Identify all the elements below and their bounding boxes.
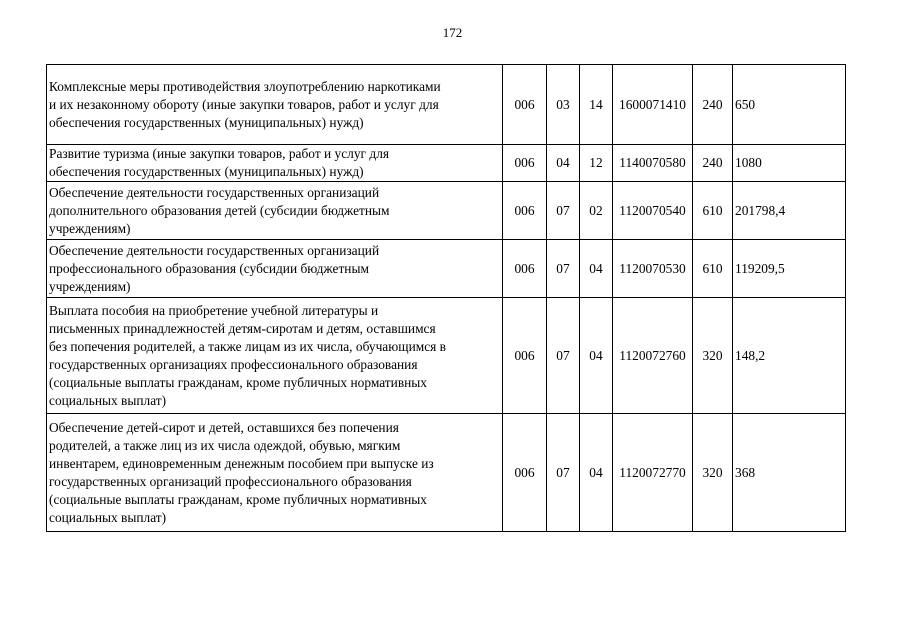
row-description [47,182,503,240]
description-line: письменных принадлежностей детям-сиротам и детям, оставшимся [49,320,436,336]
amount: 368 [733,414,846,532]
expense-type-code: 240 [693,145,733,182]
description-line: (социальные выплаты гражданам, кроме публичных нормативных [49,374,428,390]
table-row [47,145,846,182]
description-line: Обеспечение деятельности государственных организаций [49,242,380,258]
expense-type-code: 610 [693,182,733,240]
description-line: дополнительного образования детей (субсидии бюджетным [49,202,390,218]
row-description [47,240,503,298]
description-line: обеспечения государственных (муниципальных) нужд) [49,115,364,130]
expense-type-code: 240 [693,65,733,145]
row-description [47,298,503,414]
budget-table [46,64,846,532]
page-number: 172 [442,25,463,40]
section-code: 04 [547,145,580,182]
description-line: учреждениям) [49,220,131,236]
amount: 201798,4 [733,182,846,240]
row-description [47,145,503,182]
description-line: Развитие туризма (иные закупки товаров, работ и услуг для [49,146,390,161]
expense-type-code: 320 [693,414,733,532]
description-line: Обеспечение деятельности государственных организаций [49,184,380,200]
table-row [47,240,846,298]
subsection-code: 04 [580,298,613,414]
target-article-code: 1140070580 [613,145,693,182]
ministry-code: 006 [503,414,547,532]
description-line: учреждениям) [49,278,131,294]
subsection-code: 04 [580,240,613,298]
description-line: государственных организаций профессионального образования [49,473,412,489]
description-line: инвентарем, единовременным денежным пособием при выпуске из [49,455,434,471]
ministry-code: 006 [503,240,547,298]
description-line: профессионального образования (субсидии бюджетным [49,260,369,276]
section-code: 07 [547,182,580,240]
description-line: социальных выплат) [49,509,167,525]
subsection-code: 04 [580,414,613,532]
ministry-code: 006 [503,145,547,182]
subsection-code: 02 [580,182,613,240]
ministry-code: 006 [503,298,547,414]
table-row [47,414,846,532]
section-code: 07 [547,298,580,414]
subsection-code: 12 [580,145,613,182]
description-line: обеспечения государственных (муниципальных) нужд) [49,164,364,179]
description-line: родителей, а также лиц из их числа одеждой, обувью, мягким [49,437,401,453]
description-line: без попечения родителей, а также лицам из их числа, обучающимся в [49,338,446,354]
expense-type-code: 610 [693,240,733,298]
description-line: Выплата пособия на приобретение учебной литературы и [49,302,379,318]
description-line: Комплексные меры противодействия злоупотреблению наркотиками [49,79,441,94]
target-article-code: 1600071410 [613,65,693,145]
target-article-code: 1120070540 [613,182,693,240]
target-article-code: 1120072770 [613,414,693,532]
description-line: и их незаконному обороту (иные закупки товаров, работ и услуг для [49,97,439,112]
section-code: 07 [547,414,580,532]
table-row [47,182,846,240]
section-code: 03 [547,65,580,145]
amount: 1080 [733,145,846,182]
amount: 148,2 [733,298,846,414]
table-row [47,298,846,414]
target-article-code: 1120072760 [613,298,693,414]
ministry-code: 006 [503,65,547,145]
row-description [47,65,503,145]
target-article-code: 1120070530 [613,240,693,298]
ministry-code: 006 [503,182,547,240]
amount: 119209,5 [733,240,846,298]
description-line: Обеспечение детей-сирот и детей, оставшихся без попечения [49,419,399,435]
expense-type-code: 320 [693,298,733,414]
row-description [47,414,503,532]
section-code: 07 [547,240,580,298]
table-row [47,65,846,145]
subsection-code: 14 [580,65,613,145]
description-line: социальных выплат) [49,392,167,408]
description-line: (социальные выплаты гражданам, кроме публичных нормативных [49,491,428,507]
description-line: государственных организациях профессионального образования [49,356,418,372]
amount: 650 [733,65,846,145]
